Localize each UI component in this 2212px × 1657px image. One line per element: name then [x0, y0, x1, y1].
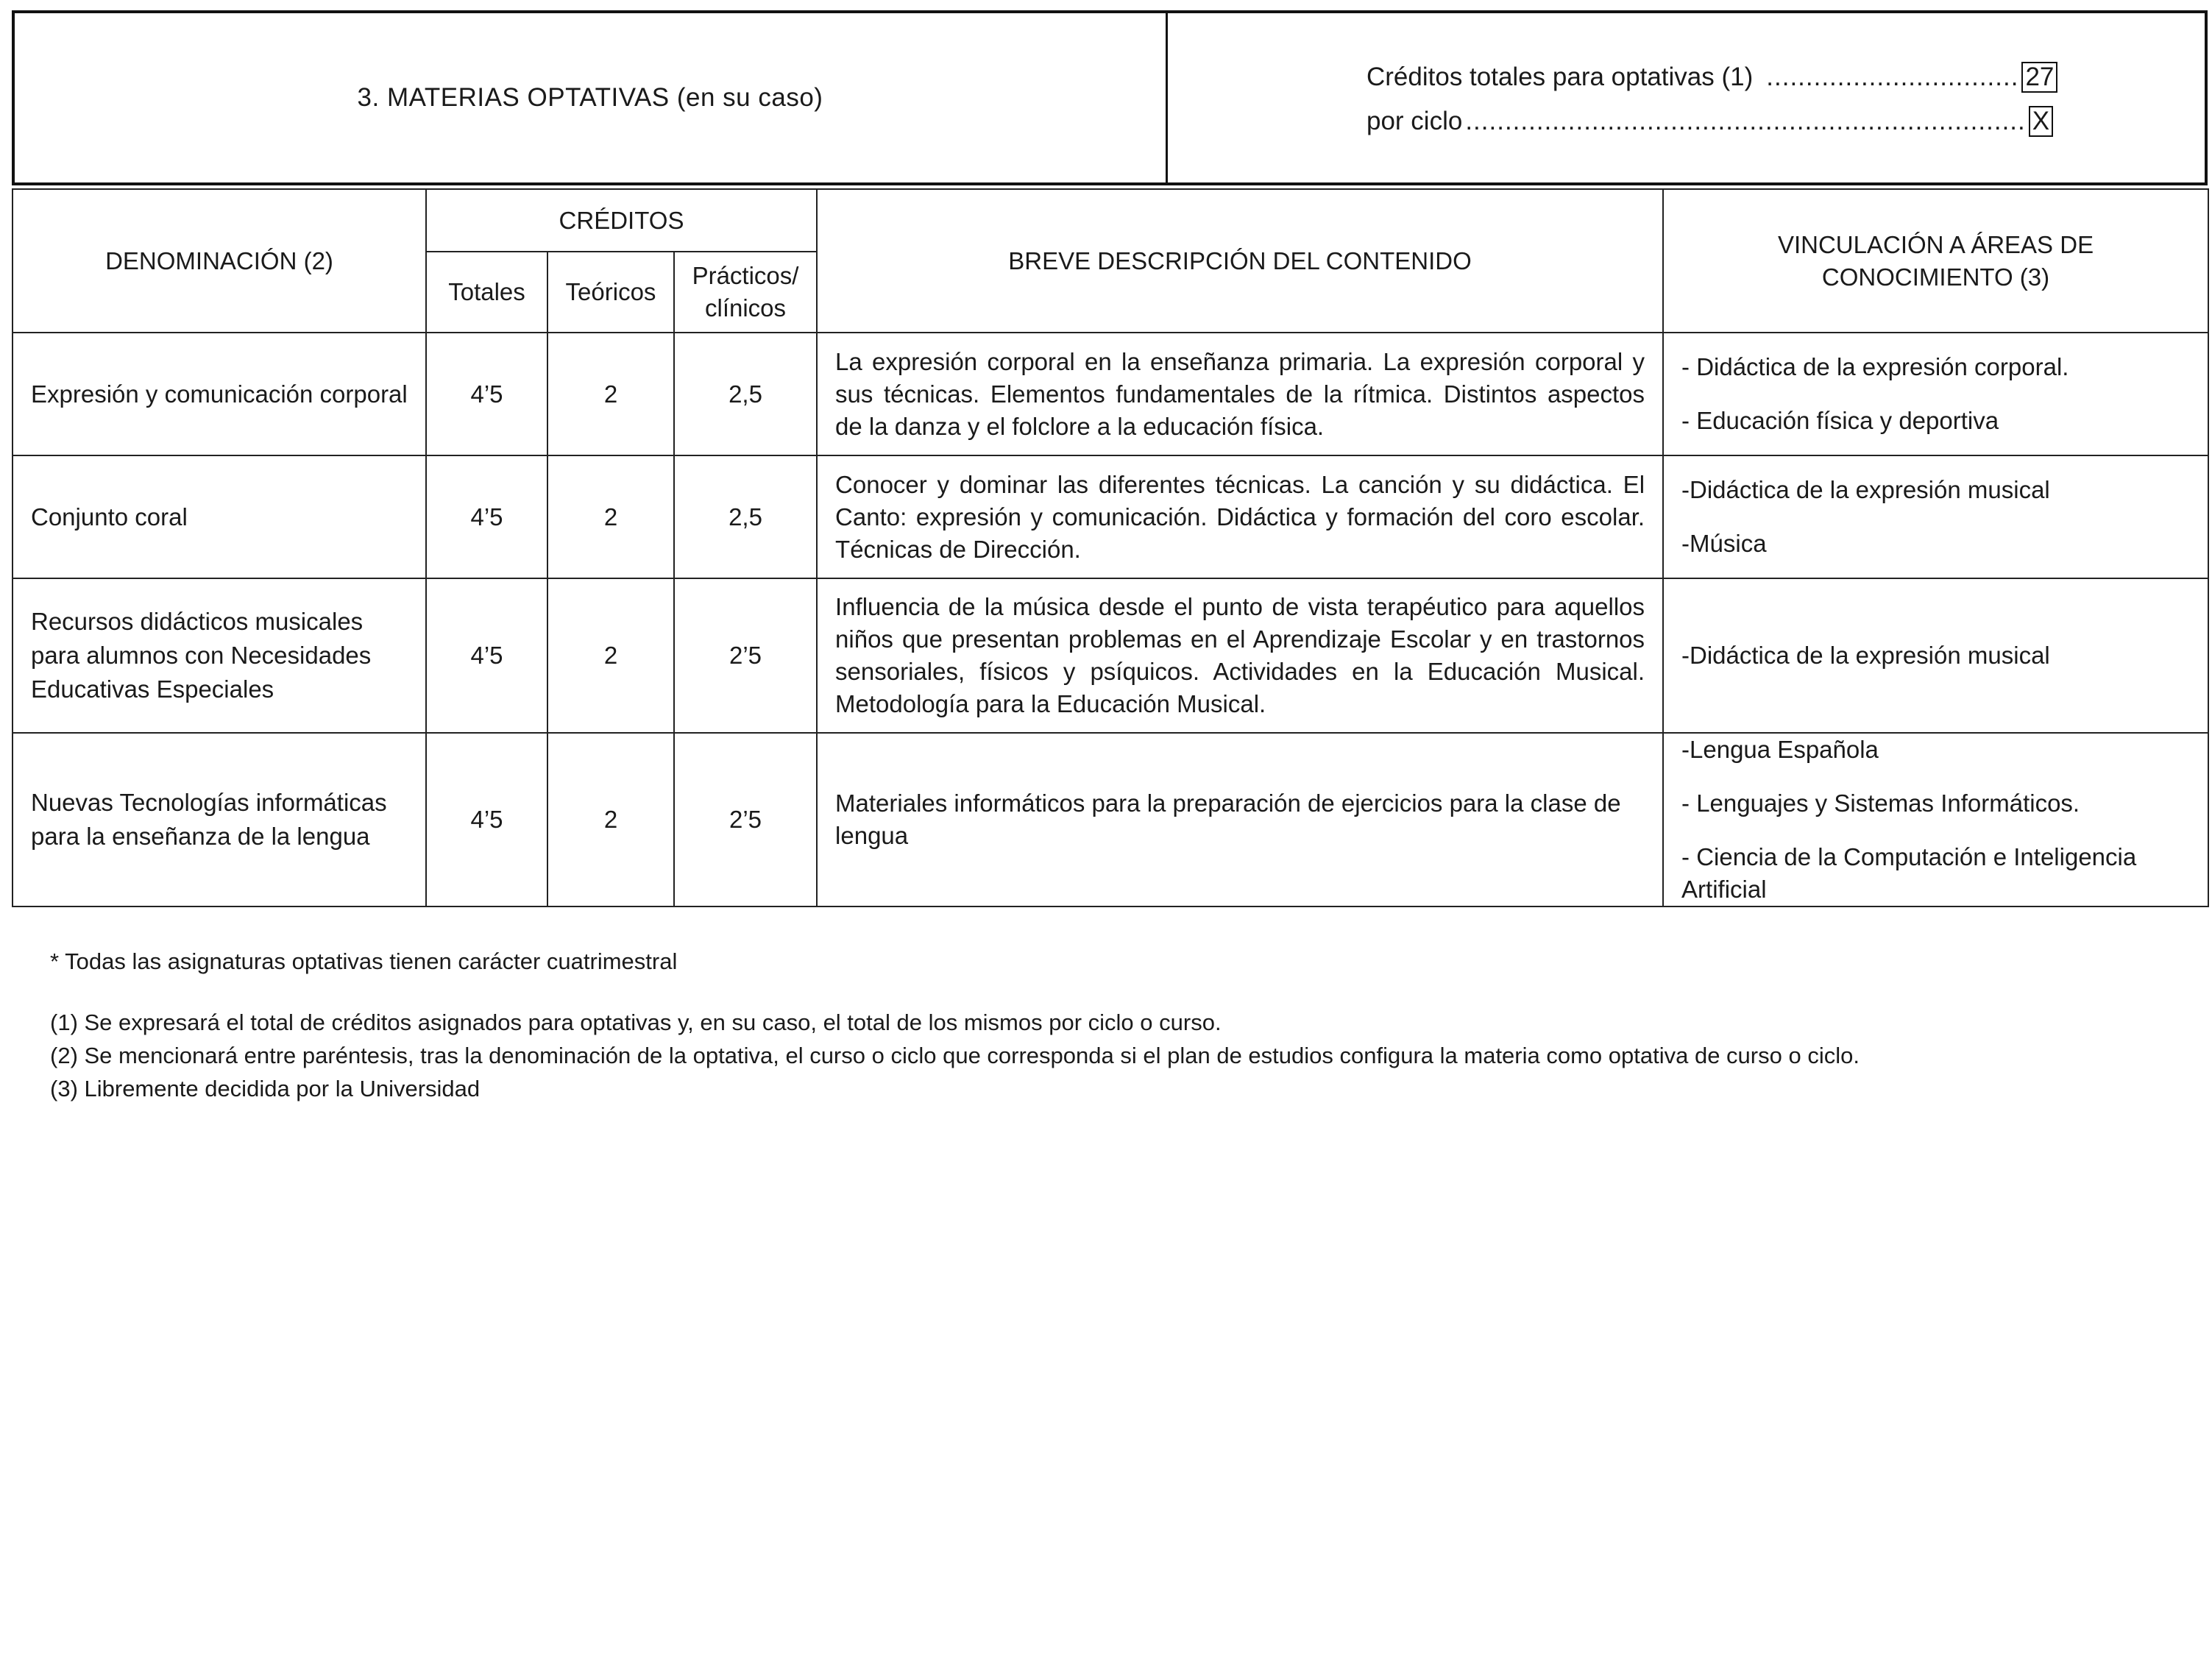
per-cycle-line: [1366, 106, 2053, 137]
per-cycle-label: por ciclo: [1366, 107, 1463, 135]
section-title: 3. MATERIAS OPTATIVAS (en su caso): [15, 13, 1168, 182]
credits-theory: 2: [547, 333, 674, 455]
subject-name: Recursos didácticos musicales para alumnos con Necesidades Educativas Especiales: [13, 578, 426, 733]
credits-practical: 2,5: [674, 333, 817, 455]
col-practicos: Prácticos/ clínicos: [674, 252, 817, 333]
subject-description: Materiales informáticos para la preparación de ejercicios para la clase de lengua: [817, 733, 1663, 906]
col-totales: Totales: [426, 252, 547, 333]
total-credits-leader: ................................: [1766, 63, 2019, 91]
col-denominacion: DENOMINACIÓN (2): [13, 189, 426, 333]
credits-practical: 2’5: [674, 733, 817, 906]
subject-name: Nuevas Tecnologías informáticas para la enseñanza de la lengua: [13, 733, 426, 906]
footnote-2: (2) Se mencionará entre paréntesis, tras la denominación de la optativa, el curso o ciclo que corresponda si el plan de estudios configura la materia como optativa de curso o ciclo.: [50, 1043, 1860, 1068]
per-cycle-leader: .......................................................................: [1465, 107, 2026, 135]
subject-description: Conocer y dominar las diferentes técnicas. La canción y su didáctica. El Canto: expresión y comunicación. Didáctica y formación del coro escolar. Técnicas de Dirección.: [817, 455, 1663, 578]
footnote-1: (1) Se expresará el total de créditos asignados para optativas y, en su caso, el total de los mismos por ciclo o curso.: [50, 1010, 1222, 1035]
credits-summary: [1168, 13, 2205, 182]
section-header: [12, 10, 2208, 185]
credits-practical: 2,5: [674, 455, 817, 578]
area-item: - Didáctica de la expresión corporal.: [1681, 353, 2069, 380]
total-credits-line: [1366, 62, 2057, 93]
knowledge-areas: [1663, 333, 2208, 455]
asterisk-note: * Todas las asignaturas optativas tienen carácter cuatrimestral: [50, 948, 678, 974]
knowledge-areas: [1663, 578, 2208, 733]
table-row: [13, 733, 2208, 906]
knowledge-areas: [1663, 733, 2208, 906]
footnote-3: (3) Libremente decidida por la Universidad: [50, 1076, 481, 1101]
subject-name: Conjunto coral: [13, 455, 426, 578]
table-row: [13, 333, 2208, 455]
subject-description: La expresión corporal en la enseñanza primaria. La expresión corporal y sus técnicas. Elementos fundamentales de la rítmica. Distintos aspectos de la danza y el folclore a la educación física.: [817, 333, 1663, 455]
area-item: -Didáctica de la expresión musical: [1681, 642, 2050, 669]
knowledge-areas: [1663, 455, 2208, 578]
total-credits-value: 27: [2021, 62, 2057, 93]
header-row-1: [13, 189, 2208, 252]
table-row: [13, 578, 2208, 733]
col-teoricos: Teóricos: [547, 252, 674, 333]
area-item: - Ciencia de la Computación e Inteligencia Artificial: [1681, 843, 2137, 903]
optional-subjects-table: [12, 188, 2209, 907]
area-item: -Didáctica de la expresión musical: [1681, 476, 2050, 503]
table-row: [13, 455, 2208, 578]
area-item: -Lengua Española: [1681, 736, 1879, 763]
col-creditos: CRÉDITOS: [426, 189, 817, 252]
credits-total: 4’5: [426, 455, 547, 578]
col-descripcion: BREVE DESCRIPCIÓN DEL CONTENIDO: [817, 189, 1663, 333]
per-cycle-value: X: [2029, 106, 2053, 137]
credits-theory: 2: [547, 455, 674, 578]
area-item: - Educación física y deportiva: [1681, 407, 1999, 434]
subject-description: Influencia de la música desde el punto de vista terapéutico para aquellos niños que presentan problemas en el Aprendizaje Escolar y en trastornos sensoriales, físicos y psíquicos. Actividades en la Educación Musical. Metodología para la Educación Musical.: [817, 578, 1663, 733]
credits-total: 4’5: [426, 733, 547, 906]
credits-theory: 2: [547, 578, 674, 733]
credits-practical: 2’5: [674, 578, 817, 733]
credits-total: 4’5: [426, 333, 547, 455]
col-vinculacion: VINCULACIÓN A ÁREAS DE CONOCIMIENTO (3): [1663, 189, 2208, 333]
subject-name: Expresión y comunicación corporal: [13, 333, 426, 455]
area-item: -Música: [1681, 530, 1767, 557]
credits-total: 4’5: [426, 578, 547, 733]
footnotes: [50, 945, 1860, 1105]
credits-theory: 2: [547, 733, 674, 906]
area-item: - Lenguajes y Sistemas Informáticos.: [1681, 790, 2080, 817]
total-credits-label: Créditos totales para optativas (1): [1366, 63, 1754, 91]
